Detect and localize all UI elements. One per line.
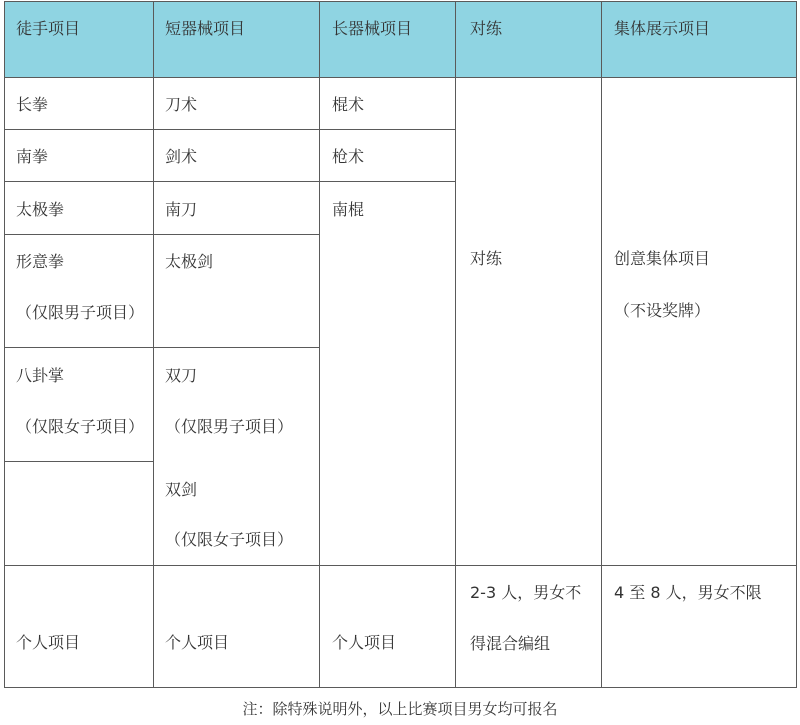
footer-long: 个人项目 <box>332 633 397 652</box>
row-divider <box>4 461 153 462</box>
cell-long-weapon: 枪术 <box>332 147 365 166</box>
cell-unarmed: 长拳 <box>16 95 49 114</box>
cell-group: 创意集体项目 <box>614 249 711 268</box>
row-divider <box>4 565 797 566</box>
footer-unarmed: 个人项目 <box>16 633 81 652</box>
table-border-right <box>796 1 797 688</box>
header-unarmed: 徒手项目 <box>16 19 81 38</box>
header-short-weapons: 短器械项目 <box>165 19 246 38</box>
footer-duel-line1: 2-3 人，男女不 <box>470 583 582 602</box>
cell-unarmed: 八卦掌 <box>16 366 65 385</box>
table-border-left <box>4 1 5 688</box>
cell-unarmed-note: （仅限男子项目） <box>16 303 145 322</box>
cell-short-weapon: 南刀 <box>165 200 198 219</box>
footer-duel-line2: 得混合编组 <box>470 634 551 653</box>
column-divider <box>601 1 602 688</box>
column-divider <box>455 1 456 688</box>
cell-long-weapon: 棍术 <box>332 95 365 114</box>
column-divider <box>319 1 320 688</box>
table-header-row <box>4 1 797 77</box>
cell-short-weapon-note: （仅限男子项目） <box>165 417 294 436</box>
cell-long-weapon: 南棍 <box>332 200 365 219</box>
header-duel: 对练 <box>470 19 503 38</box>
row-divider <box>4 347 319 348</box>
footnote: 注：除特殊说明外，以上比赛项目男女均可报名 <box>242 700 558 718</box>
table-border-bottom <box>4 687 797 688</box>
header-divider <box>4 77 797 78</box>
cell-short-weapon: 剑术 <box>165 147 198 166</box>
cell-unarmed-note: （仅限女子项目） <box>16 417 145 436</box>
row-divider <box>4 129 455 130</box>
cell-unarmed: 南拳 <box>16 147 49 166</box>
cell-duel: 对练 <box>470 249 503 268</box>
cell-unarmed: 形意拳 <box>16 252 65 271</box>
column-divider <box>153 1 154 688</box>
cell-short-weapon-note: （仅限女子项目） <box>165 530 294 549</box>
row-divider <box>4 181 455 182</box>
table-border-top <box>4 1 797 2</box>
cell-short-weapon: 太极剑 <box>165 252 214 271</box>
row-divider <box>4 234 319 235</box>
cell-group-note: （不设奖牌） <box>614 301 711 320</box>
cell-short-weapon: 双剑 <box>165 480 198 499</box>
cell-short-weapon: 刀术 <box>165 95 198 114</box>
cell-short-weapon: 双刀 <box>165 366 198 385</box>
events-table <box>4 1 797 688</box>
footer-group: 4 至 8 人，男女不限 <box>614 583 762 602</box>
footer-short: 个人项目 <box>165 633 230 652</box>
header-long-weapons: 长器械项目 <box>332 19 413 38</box>
cell-unarmed: 太极拳 <box>16 200 65 219</box>
header-group: 集体展示项目 <box>614 19 711 38</box>
